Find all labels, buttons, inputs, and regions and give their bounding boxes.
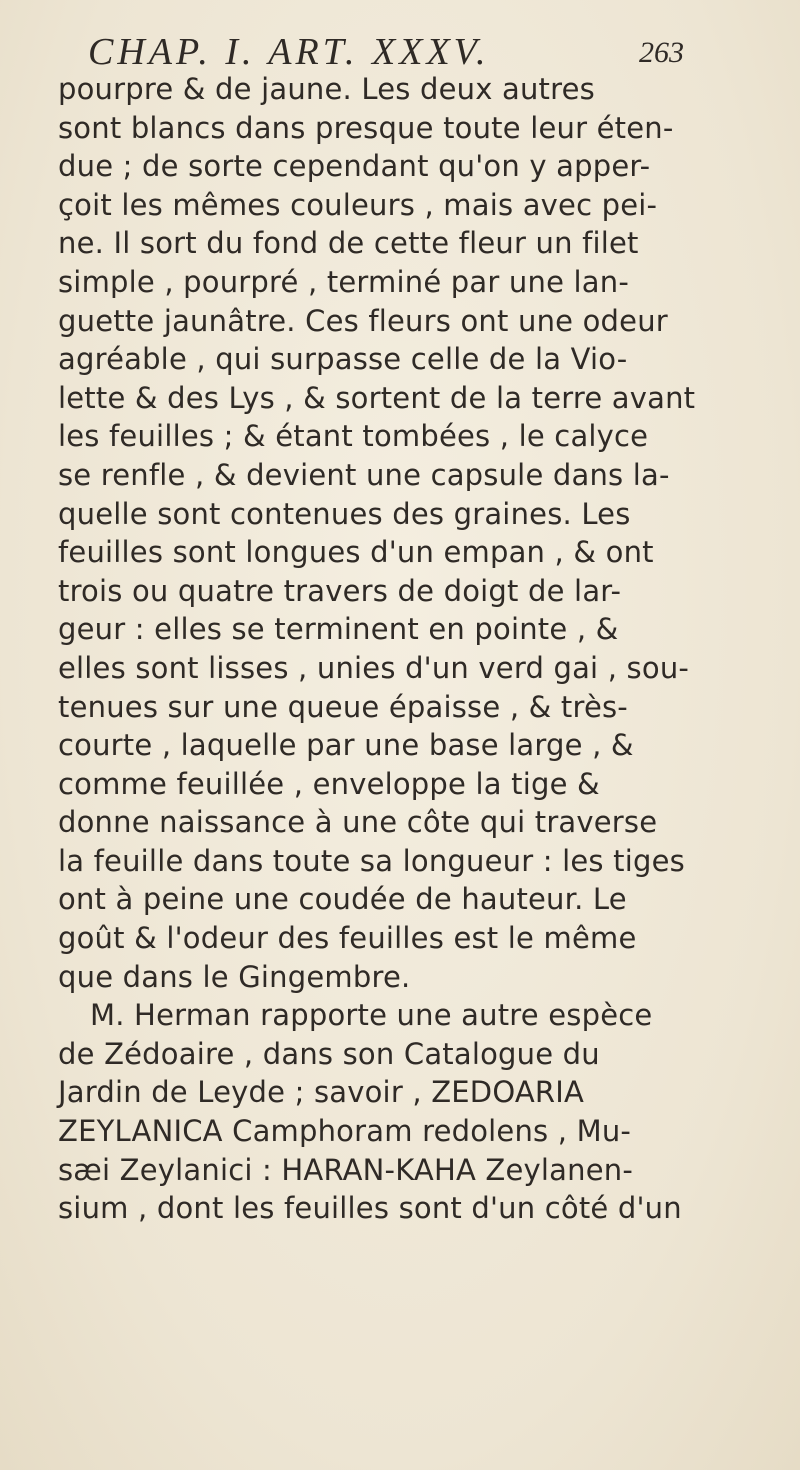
text-line: pourpre & de jaune. Les deux autres <box>58 72 595 106</box>
paragraph-start-line: M. Herman rapporte une autre espèce <box>90 998 653 1033</box>
text-line: lette & des Lys , & sortent de la terre avant <box>58 380 696 415</box>
text-line: guette jaunâtre. Ces fleurs ont une odeur <box>58 303 668 338</box>
text-line: ZEYLANICA Camphoram redolens , Mu- <box>58 1114 632 1149</box>
text-line: comme feuillée , enveloppe la tige & <box>58 766 600 801</box>
text-line: la feuille dans toute sa longueur : les tiges <box>58 843 685 878</box>
text-line: ont à peine une coudée de hauteur. Le <box>58 882 627 917</box>
text-line: que dans le Gingembre. <box>58 959 411 994</box>
text-line: quelle sont contenues des graines. Les <box>58 496 631 531</box>
text-line: çoit les mêmes couleurs , mais avec pei- <box>58 187 658 222</box>
text-line: de Zédoaire , dans son Catalogue du <box>58 1036 600 1071</box>
text-line: sium , dont les feuilles sont d'un côté d'un <box>58 1191 682 1226</box>
text-line: sæi Zeylanici : HARAN-KAHA Zeylanen- <box>58 1152 633 1187</box>
text-line: courte , laquelle par une base large , & <box>58 728 634 763</box>
text-line: Jardin de Leyde ; savoir , ZEDOARIA <box>58 1075 585 1110</box>
text-line: agréable , qui surpasse celle de la Vio- <box>58 342 628 377</box>
text-line: goût & l'odeur des feuilles est le même <box>58 921 637 956</box>
page-number: 263 <box>639 36 684 69</box>
text-line: ne. Il sort du fond de cette fleur un filet <box>58 226 639 261</box>
text-line: elles sont lisses , unies d'un verd gai , sou- <box>58 650 690 685</box>
body-text <box>58 70 696 1228</box>
running-head: CHAP. I. ART. XXXV. <box>88 31 490 73</box>
text-line: due ; de sorte cependant qu'on y apper- <box>58 149 651 184</box>
text-line: les feuilles ; & étant tombées , le calyce <box>58 419 649 454</box>
text-line: geur : elles se terminent en pointe , & <box>58 612 619 647</box>
text-line: trois ou quatre travers de doigt de lar- <box>58 573 622 608</box>
text-line: donne naissance à une côte qui traverse <box>58 805 658 840</box>
text-line: feuilles sont longues d'un empan , & ont <box>58 535 654 570</box>
text-line: sont blancs dans presque toute leur éten- <box>58 110 674 145</box>
text-line: tenues sur une queue épaisse , & très- <box>58 689 628 724</box>
text-line: se renfle , & devient une capsule dans la- <box>58 457 670 492</box>
text-line: simple , pourpré , terminé par une lan- <box>58 264 630 299</box>
